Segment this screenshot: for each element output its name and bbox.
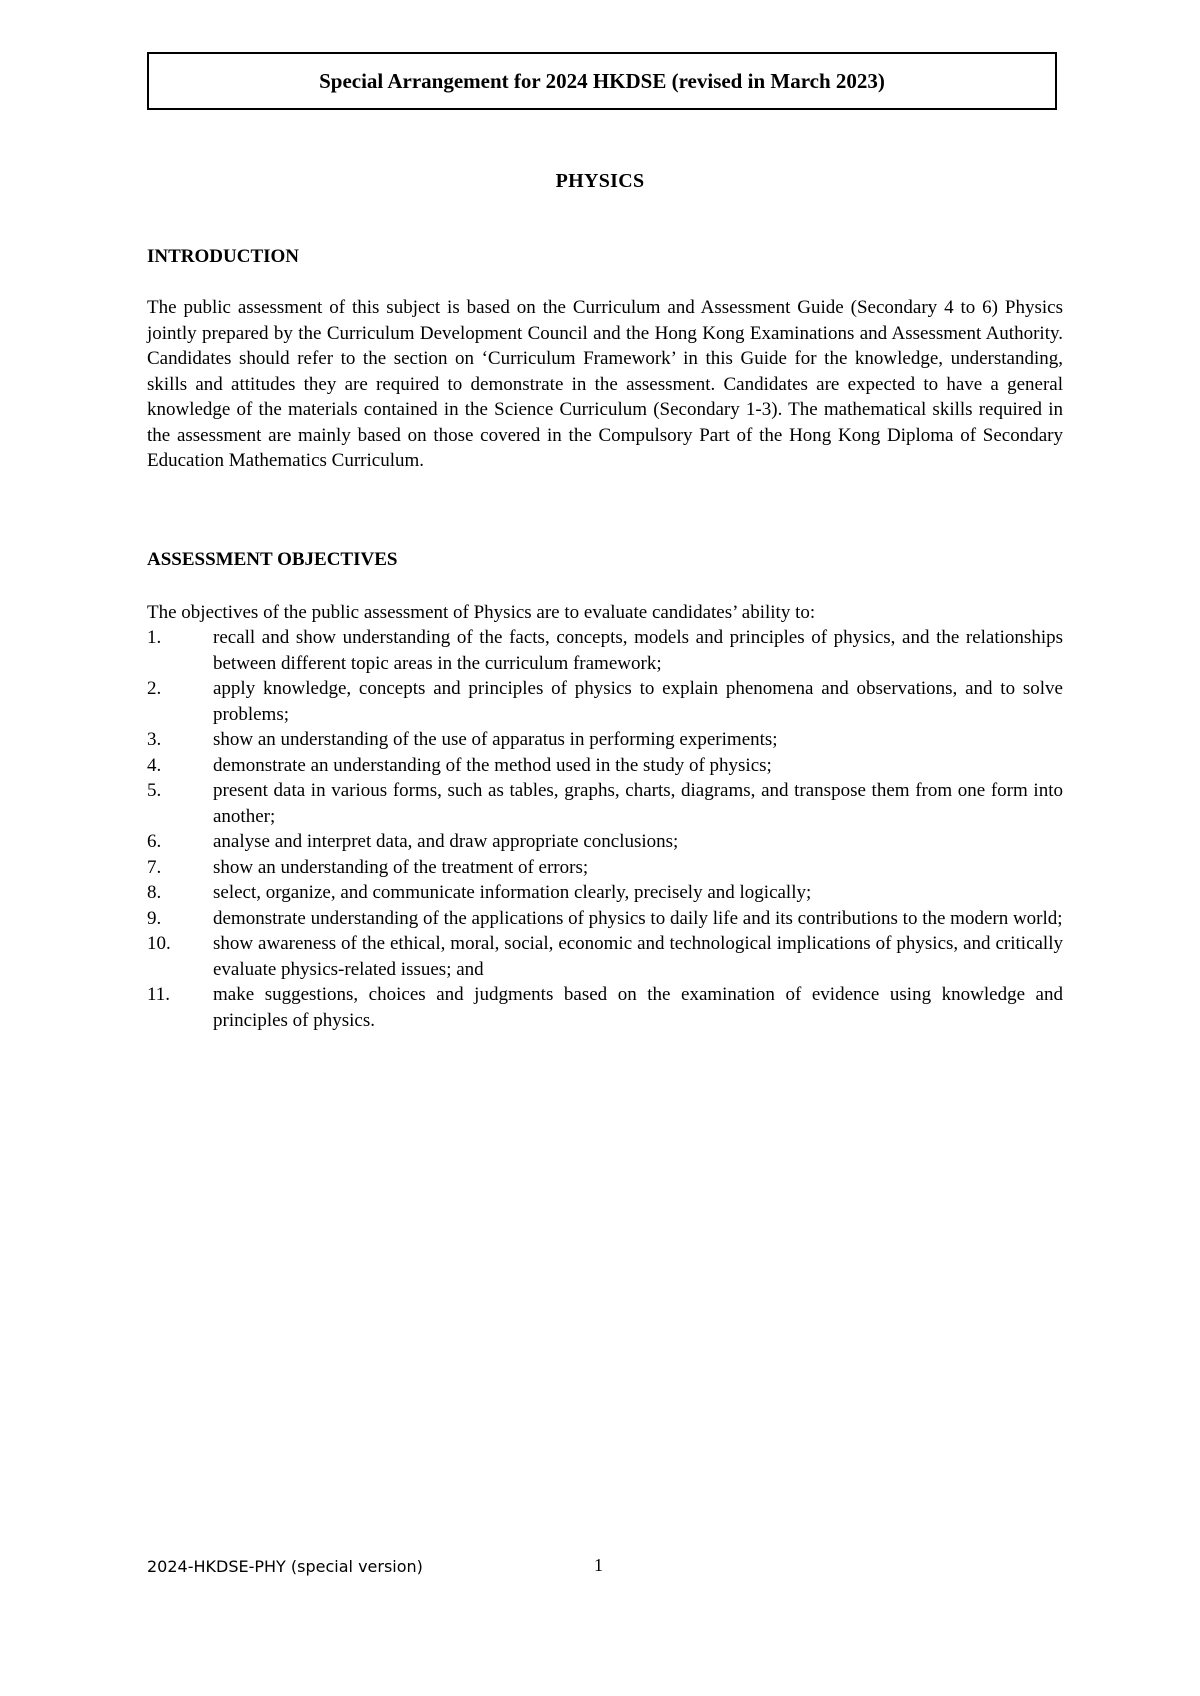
objective-text: show an understanding of the use of apparatus in performing experiments; <box>213 729 778 750</box>
subject-title: PHYSICS <box>555 170 645 192</box>
objective-item <box>147 880 1063 906</box>
special-arrangement-banner <box>147 52 1057 110</box>
objectives-list <box>147 625 1063 1033</box>
banner-text: Special Arrangement for 2024 HKDSE (revised in March 2023) <box>319 68 885 93</box>
objective-text: select, organize, and communicate information clearly, precisely and logically; <box>213 882 812 903</box>
objective-text: show an understanding of the treatment of errors; <box>213 856 589 878</box>
objective-item <box>147 778 1063 829</box>
objective-number: 8. <box>147 882 162 903</box>
objective-item <box>147 931 1063 982</box>
objective-number: 10. <box>147 933 171 954</box>
objectives-intro: The objectives of the public assessment of Physics are to evaluate candidates’ ability to: <box>147 602 816 623</box>
objective-number: 7. <box>147 856 162 878</box>
objective-item <box>147 855 1063 881</box>
objective-text: show awareness of the ethical, moral, social, economic and technological implications of physics, and critically evaluate physics-related issues; and <box>213 933 1063 980</box>
objective-item <box>147 753 1063 779</box>
objective-number: 3. <box>147 729 162 750</box>
objective-text: demonstrate understanding of the applications of physics to daily life and its contributions to the modern world; <box>213 907 1063 929</box>
objective-item <box>147 906 1063 932</box>
footer-document-code: 2024-HKDSE-PHY (special version) <box>147 1557 423 1576</box>
objective-text: present data in various forms, such as tables, graphs, charts, diagrams, and transpose them from one form into another; <box>213 780 1063 827</box>
objective-text: analyse and interpret data, and draw appropriate conclusions; <box>213 831 679 852</box>
introduction-paragraph: The public assessment of this subject is based on the Curriculum and Assessment Guide (Secondary 4 to 6) Physics jointly prepared by the Curriculum Development Council and the Hong Kong Examinations and Assessment Authority. Candidates should refer to the section on ‘Curriculum Framework’ in this Guide for the knowledge, understanding, skills and attitudes they are required to demonstrate in the assessment. Candidates are expected to have a general knowledge of the materials contained in the Science Curriculum (Secondary 1-3). The mathematical skills required in the assessment are mainly based on those covered in the Compulsory Part of the Hong Kong Diploma of Secondary Education Mathematics Curriculum. <box>147 297 1063 471</box>
objective-number: 6. <box>147 831 162 852</box>
objective-item <box>147 625 1063 676</box>
objective-number: 2. <box>147 678 162 699</box>
objective-number: 11. <box>147 984 171 1005</box>
introduction-heading: INTRODUCTION <box>147 246 300 267</box>
objective-number: 1. <box>147 627 162 648</box>
objective-item <box>147 676 1063 727</box>
objective-text: apply knowledge, concepts and principles of physics to explain phenomena and observations, and to solve problems; <box>213 678 1063 725</box>
footer-page-number: 1 <box>594 1555 603 1575</box>
objective-item <box>147 727 1063 753</box>
objective-number: 9. <box>147 907 162 929</box>
objective-number: 4. <box>147 754 162 776</box>
objective-text: demonstrate an understanding of the method used in the study of physics; <box>213 754 772 776</box>
objective-item <box>147 982 1063 1033</box>
assessment-objectives-heading: ASSESSMENT OBJECTIVES <box>147 549 398 570</box>
objective-text: recall and show understanding of the facts, concepts, models and principles of physics, and the relationships between different topic areas in the curriculum framework; <box>213 627 1063 674</box>
objective-number: 5. <box>147 780 162 801</box>
objective-item <box>147 829 1063 855</box>
objective-text: make suggestions, choices and judgments based on the examination of evidence using knowledge and principles of physics. <box>213 984 1063 1031</box>
